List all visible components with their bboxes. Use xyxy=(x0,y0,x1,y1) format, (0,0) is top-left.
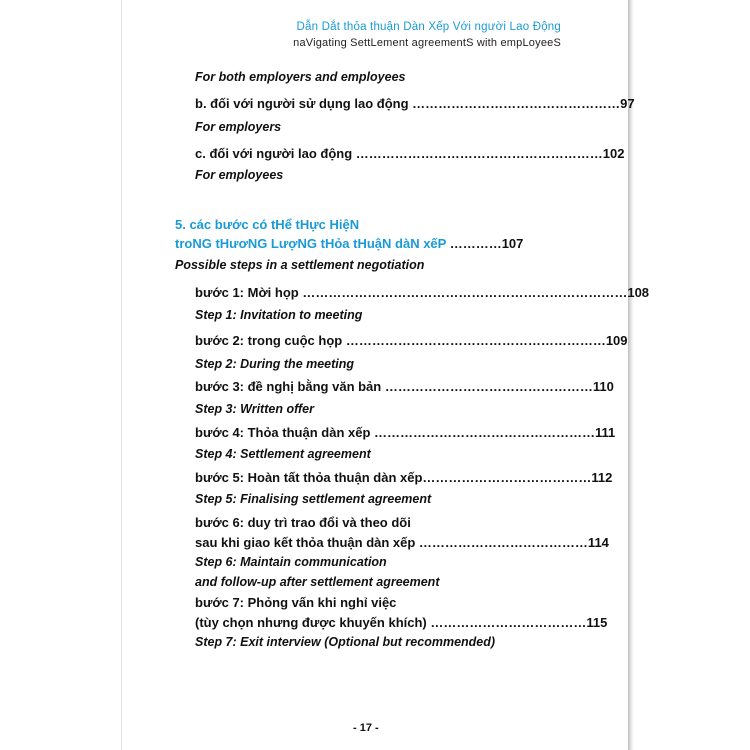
toc-step6-vi-2: sau khi giao kết thỏa thuận dàn xếp …………………………………114 xyxy=(195,535,609,550)
toc-step3-en: Step 3: Written offer xyxy=(195,402,314,416)
toc-step2-en: Step 2: During the meeting xyxy=(195,357,355,371)
toc-step5-vi: bước 5: Hoàn tất thỏa thuận dàn xếp…………………………………112 xyxy=(195,470,613,485)
page-number: - 17 - xyxy=(353,722,379,734)
toc-step1-vi: bước 1: Mời họp …………………………………………………………………108 xyxy=(195,285,650,300)
running-header-vi: Dẫn Dắt thỏa thuận Dàn Xếp Với người Lao Động xyxy=(296,21,561,33)
toc-step4-en: Step 4: Settlement agreement xyxy=(195,447,371,461)
toc-b-vi: b. đối với người sử dụng lao động …………………………………………97 xyxy=(195,96,635,111)
toc-step7-en: Step 7: Exit interview (Optional but recommended) xyxy=(195,635,496,649)
toc-step3-vi: bước 3: đề nghị bằng văn bản …………………………………………110 xyxy=(195,379,614,394)
toc-c-vi: c. đối với người lao động …………………………………………………102 xyxy=(195,146,625,161)
toc-step5-en: Step 5: Finalising settlement agreement xyxy=(195,492,432,506)
toc-step7-vi-1: bước 7: Phỏng vấn khi nghỉ việc xyxy=(195,595,397,610)
toc-step1-en: Step 1: Invitation to meeting xyxy=(195,308,363,322)
toc-section5-title-2-text: troNG tHươNG LượNG tHỏa tHuậN dàN xếP xyxy=(175,236,447,251)
running-header-en: naVigating SettLement agreementS with empLoyeeS xyxy=(293,37,561,49)
toc-both-en: For both employers and employees xyxy=(195,70,406,84)
toc-section5-page: …………107 xyxy=(446,236,524,251)
toc-section5-en: Possible steps in a settlement negotiation xyxy=(175,258,425,272)
toc-step6-en-1: Step 6: Maintain communication xyxy=(195,555,387,569)
page-edge xyxy=(628,0,634,750)
toc-step2-vi: bước 2: trong cuộc họp ……………………………………………………109 xyxy=(195,333,628,348)
toc-step7-vi-2: (tùy chọn nhưng được khuyến khích) ………………………………115 xyxy=(195,615,608,630)
toc-b-en: For employers xyxy=(195,120,282,134)
toc-section5-title-1: 5. các bước có tHể tHực HiệN xyxy=(175,217,360,232)
toc-section5-title-2 xyxy=(175,236,523,251)
toc-c-en: For employees xyxy=(195,168,284,182)
toc-step4-vi: bước 4: Thỏa thuận dàn xếp ……………………………………………111 xyxy=(195,425,616,440)
toc-step6-vi-1: bước 6: duy trì trao đổi và theo dõi xyxy=(195,515,411,530)
toc-step6-en-2: and follow-up after settlement agreement xyxy=(195,575,440,589)
